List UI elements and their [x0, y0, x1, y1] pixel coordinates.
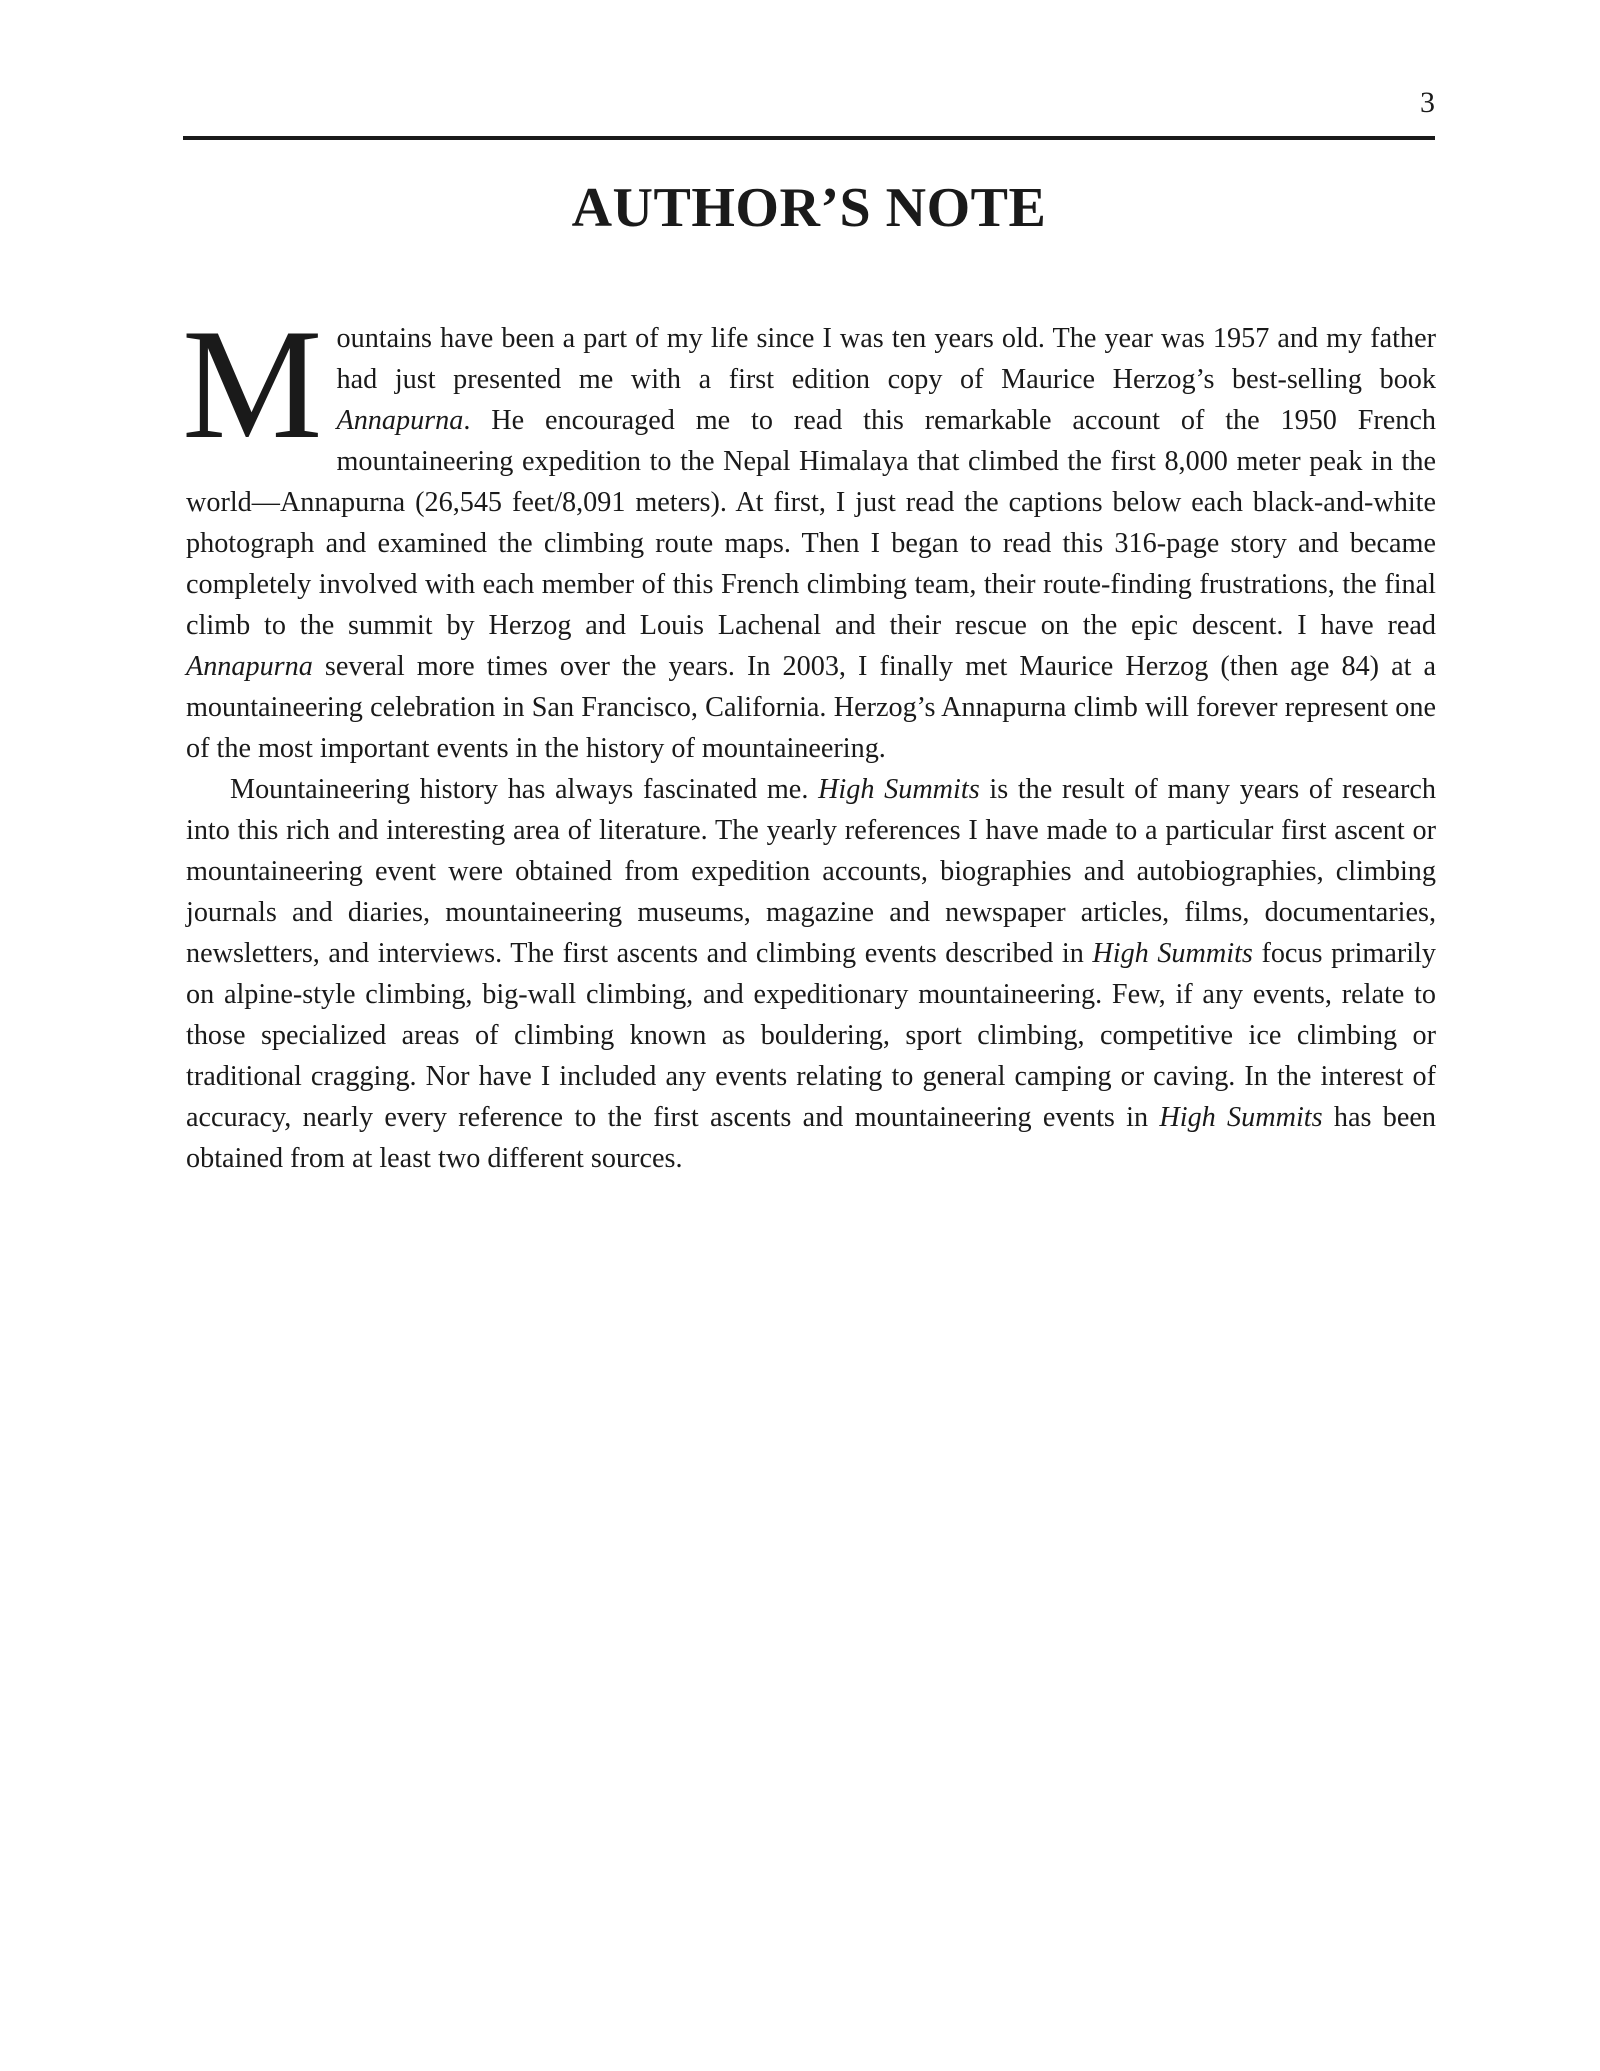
- paragraph-1: [182, 297, 1436, 769]
- text-run: . He encouraged me to read this remarkable account of the 1950 French mountaineering expedition to the Nepal Himalaya that climbed the first 8,000 meter peak in the world—Annapurna (26,545 feet/8,091 meters). At first, I just read the captions below each black-and-white photograph and examined the climbing route maps. Then I began to read this 316-page story and became completely involved with each member of this French climbing team, their route-finding frustrations, the final climb to the summit by Herzog and Louis Lachenal and their rescue on the epic descent. I have read: [186, 405, 1436, 641]
- text-run: has been obtained from at least two different sources.: [186, 1102, 1436, 1174]
- text-run: Mountaineering history has always fascinated me.: [230, 774, 819, 805]
- paragraph-2: [186, 769, 1436, 1179]
- text-run: focus primarily on alpine-style climbing, big-wall climbing, and expeditionary mountaineering. Few, if any events, relate to those specialized areas of climbing known as bouldering, sport climbing, competitive ice climbing or traditional cragging. Nor have I included any events relating to general camping or caving. In the interest of accuracy, nearly every reference to the first ascents and mountaineering events in: [186, 938, 1436, 1133]
- page-number: 3: [1420, 86, 1435, 119]
- drop-cap: M: [182, 297, 323, 472]
- book-title: High Summits: [818, 774, 980, 805]
- header-rule: [183, 136, 1435, 140]
- book-title: Annapurna: [336, 405, 464, 436]
- text-run: several more times over the years. In 2003, I finally met Maurice Herzog (then age 84) at a mountaineering celebration in San Francisco, California. Herzog’s Annapurna climb will forever represent one of the most important events in the history of mountaineering.: [186, 651, 1436, 764]
- text-run: ountains have been a part of my life since I was ten years old. The year was 1957 and my father had just presented me with a first edition copy of Maurice Herzog’s best-selling book: [336, 323, 1436, 395]
- page-title: AUTHOR’S NOTE: [571, 177, 1047, 239]
- text-run: is the result of many years of research into this rich and interesting area of literature. The yearly references I have made to a particular first ascent or mountaineering event were obtained from expedition accounts, biographies and autobiographies, climbing journals and diaries, mountaineering museums, magazine and newspaper articles, films, documentaries, newsletters, and interviews. The first ascents and climbing events described in: [186, 774, 1436, 969]
- book-title: High Summits: [1092, 938, 1253, 969]
- book-title: Annapurna: [186, 651, 313, 682]
- book-title: High Summits: [1159, 1102, 1323, 1133]
- body-text: [182, 297, 1436, 1179]
